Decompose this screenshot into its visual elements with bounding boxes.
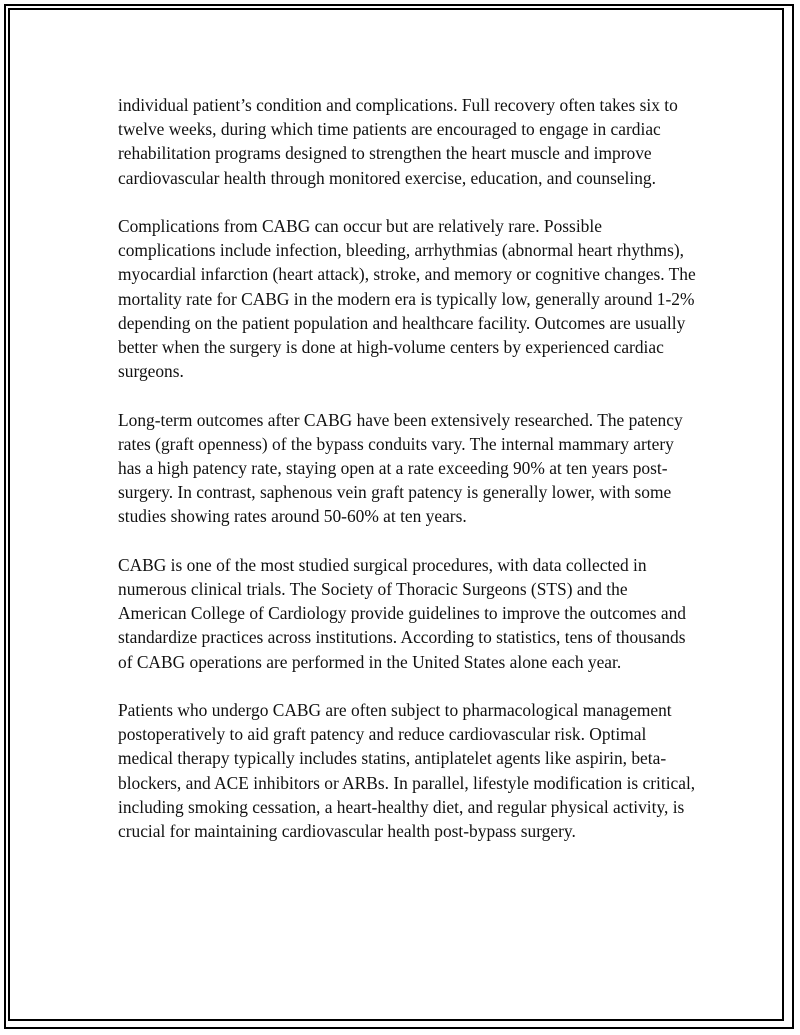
- paragraph-long-term-outcomes: Long-term outcomes after CABG have been extensively researched. The patency rates (graft openness) of the bypass conduits vary. The internal mammary artery has a high patency rate, staying open at a rate exceeding 90% at ten years post-surgery. In contrast, saphenous vein graft patency is generally lower, with some studies showing rates around 50-60% at ten years.: [118, 409, 683, 527]
- paragraph-recovery: individual patient’s condition and complications. Full recovery often takes six to twelve weeks, during which time patients are encouraged to engage in cardiac rehabilitation programs designed to strengthen the heart muscle and improve cardiovascular health through monitored exercise, education, and counseling.: [118, 95, 678, 188]
- paragraph-postoperative-management: Patients who undergo CABG are often subject to pharmacological management postoperatively to aid graft patency and reduce cardiovascular risk. Optimal medical therapy typically includes statins, antiplatelet agents like aspirin, beta-blockers, and ACE inhibitors or ARBs. In parallel, lifestyle modification is critical, including smoking cessation, a heart-healthy diet, and regular physical activity, is crucial for maintaining cardiovascular health post-bypass surgery.: [118, 700, 696, 842]
- paragraph-complications: Complications from CABG can occur but are relatively rare. Possible complications include infection, bleeding, arrhythmias (abnormal heart rhythms), myocardial infarction (heart attack), stroke, and memory or cognitive changes. The mortality rate for CABG in the modern era is typically low, generally around 1-2% depending on the patient population and healthcare facility. Outcomes are usually better when the surgery is done at high-volume centers by experienced cardiac surgeons.: [118, 216, 696, 382]
- paragraph-clinical-trials: CABG is one of the most studied surgical procedures, with data collected in numerous clinical trials. The Society of Thoracic Surgeons (STS) and the American College of Cardiology provide guidelines to improve the outcomes and standardize practices across institutions. According to statistics, tens of thousands of CABG operations are performed in the United States alone each year.: [118, 554, 686, 672]
- document-body: [118, 93, 698, 867]
